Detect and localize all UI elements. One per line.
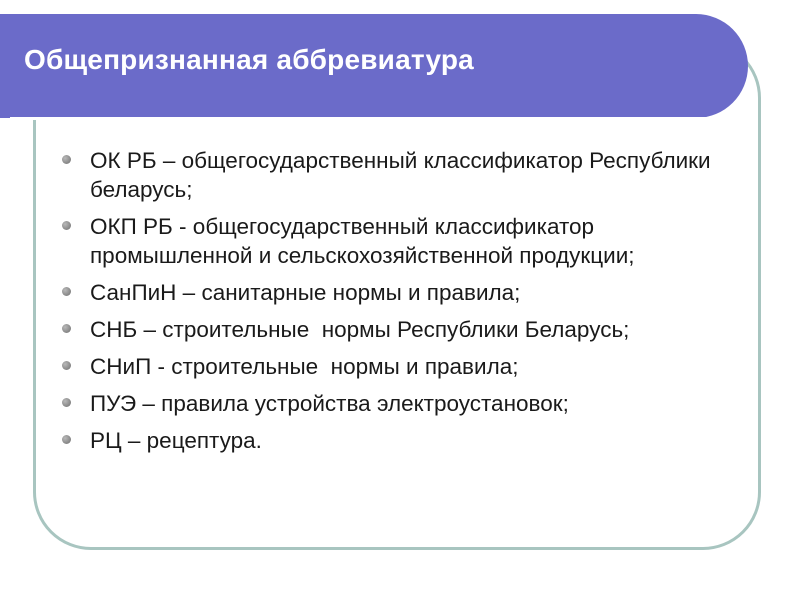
bullet-icon (62, 361, 71, 370)
list-item-text: СНБ – строительные нормы Республики Беларусь; (90, 317, 630, 342)
list-item (62, 278, 752, 307)
list-item (62, 389, 752, 418)
list-item-text: ОКП РБ - общегосударственный классификатор промышленной и сельскохозяйственной продукции; (90, 214, 635, 268)
list-item-text: ПУЭ – правила устройства электроустановок; (90, 391, 569, 416)
slide-title: Общепризнанная аббревиатура (24, 44, 474, 75)
title-underline (10, 117, 708, 120)
bullet-icon (62, 324, 71, 333)
list-item (62, 315, 752, 344)
list-item-text: СанПиН – санитарные нормы и правила; (90, 280, 521, 305)
bullet-list (62, 146, 752, 463)
list-item-text: ОК РБ – общегосударственный классификатор Республики беларусь; (90, 148, 717, 202)
bullet-icon (62, 155, 71, 164)
list-item (62, 212, 752, 270)
bullet-icon (62, 435, 71, 444)
list-item-text: РЦ – рецептура. (90, 428, 262, 453)
list-item-text: СНиП - строительные нормы и правила; (90, 354, 519, 379)
list-item (62, 352, 752, 381)
bullet-icon (62, 221, 71, 230)
list-item (62, 426, 752, 455)
bullet-icon (62, 287, 71, 296)
list-item (62, 146, 752, 204)
bullet-icon (62, 398, 71, 407)
